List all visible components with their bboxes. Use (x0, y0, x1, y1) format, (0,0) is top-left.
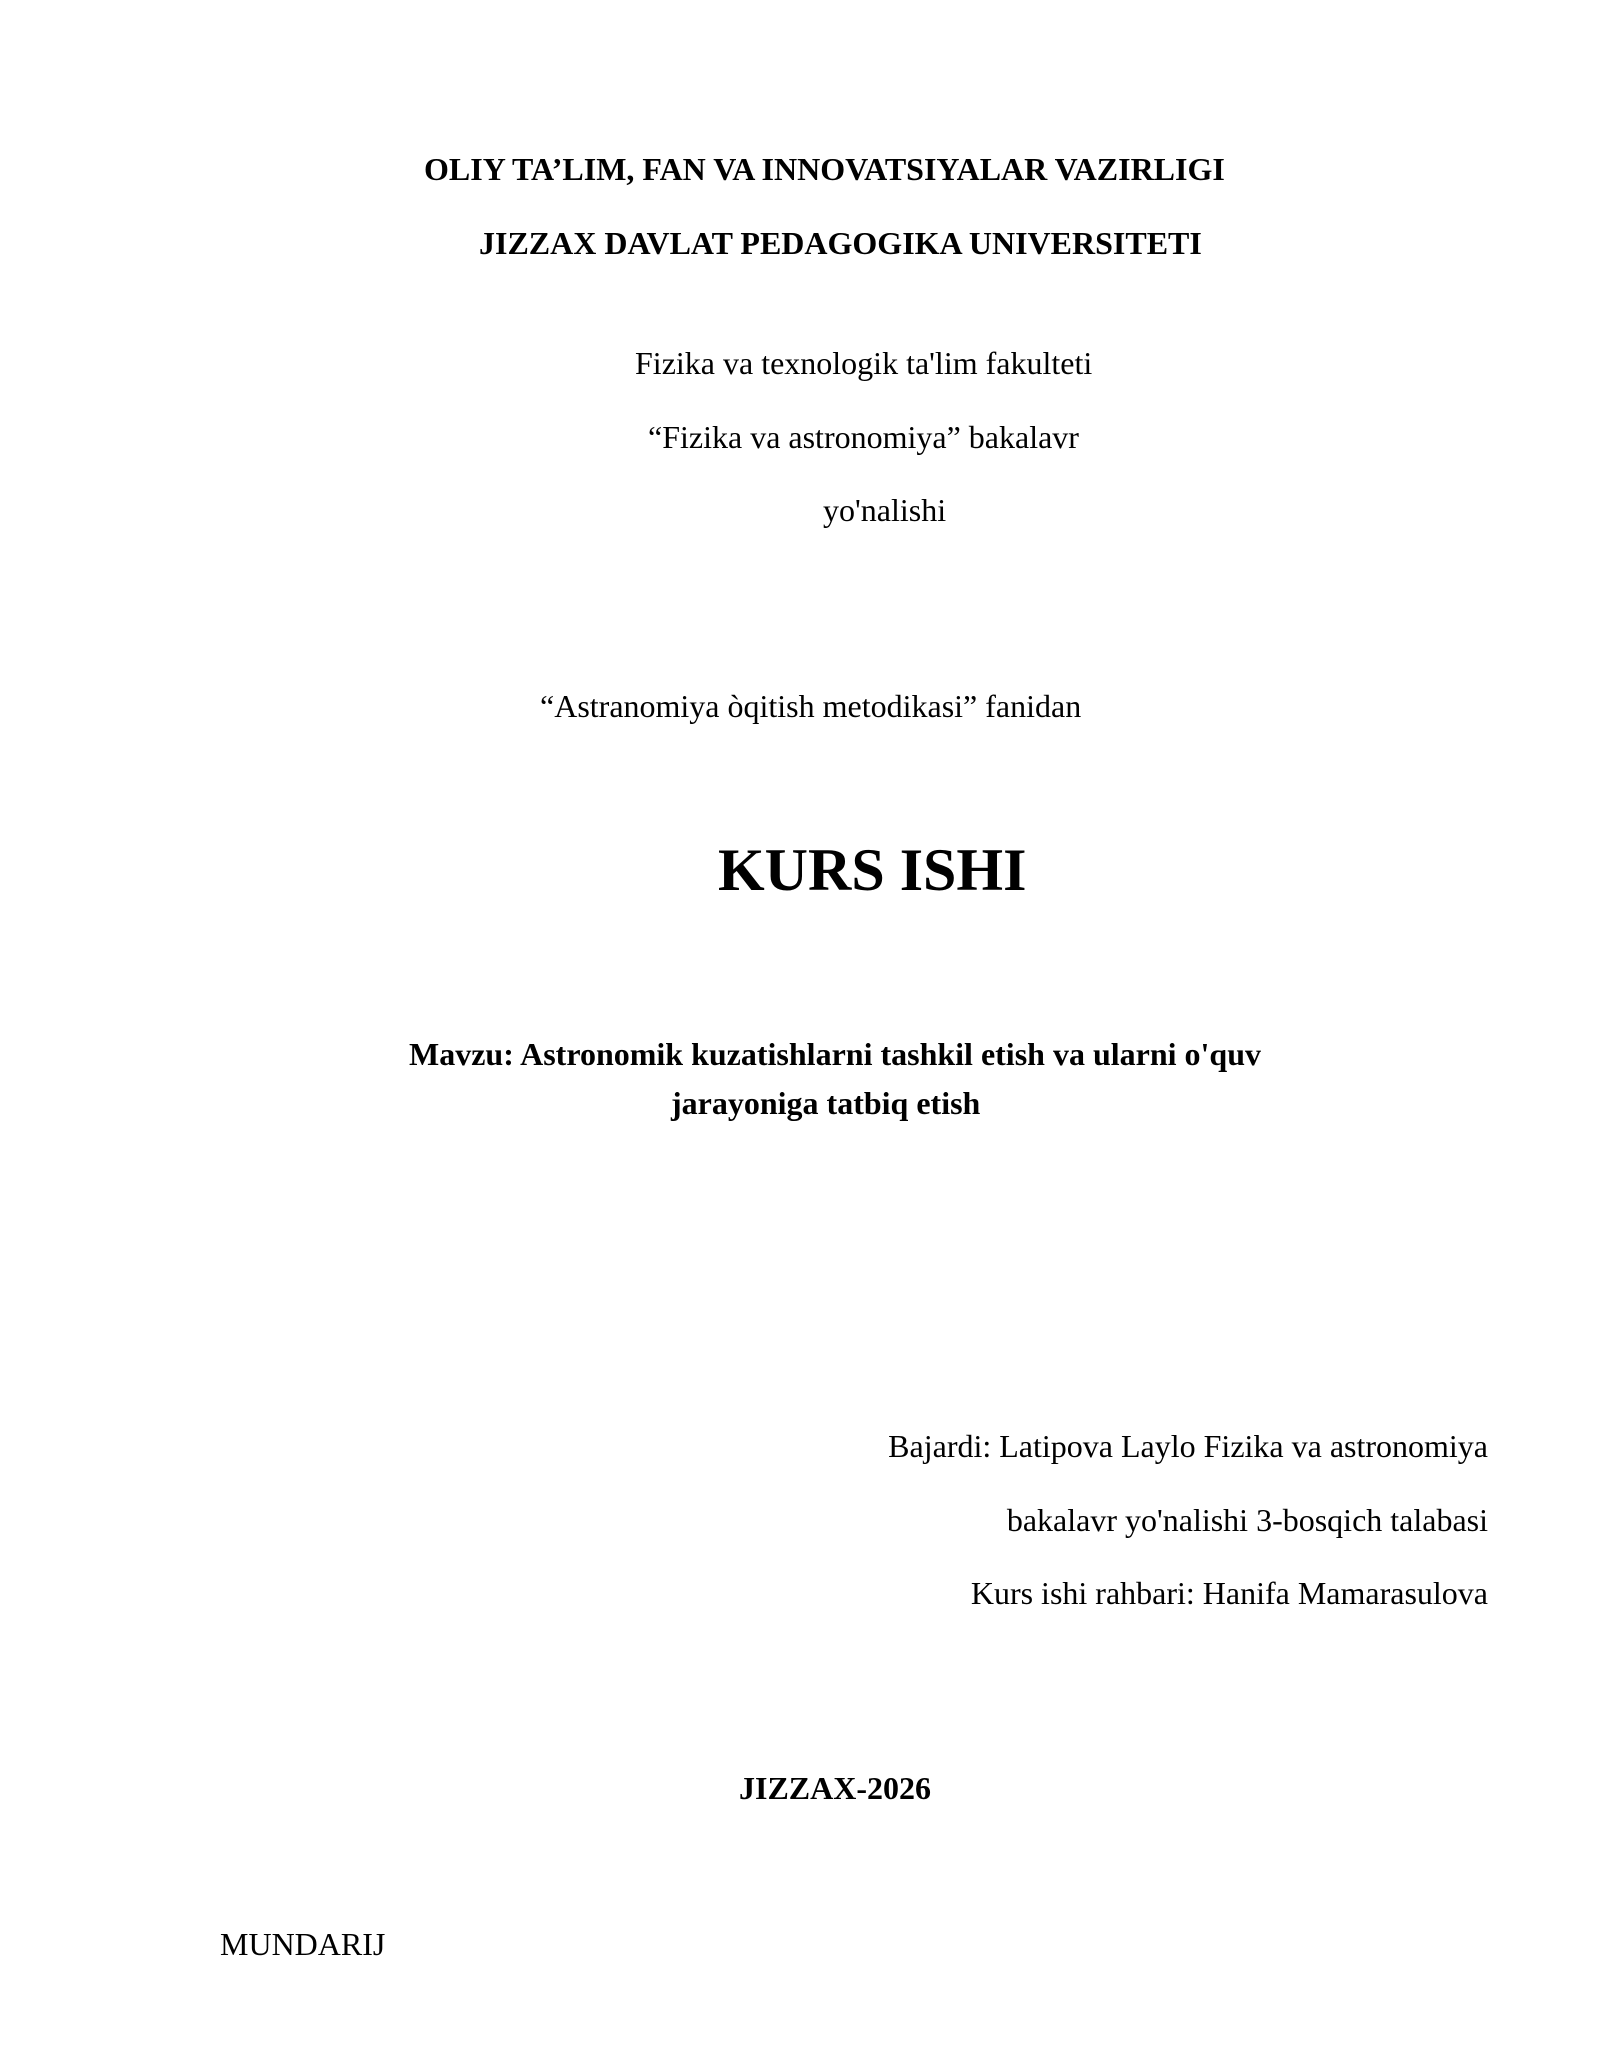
contents-heading: MUNDARIJ (220, 1926, 386, 1962)
university-heading: JIZZAX DAVLAT PEDAGOGIKA UNIVERSITETI (479, 225, 1202, 261)
ministry-heading: OLIY TA’LIM, FAN VA INNOVATSIYALAR VAZIRLIGI (424, 151, 1225, 187)
author-line-1: Bajardi: Latipova Laylo Fizika va astronomiya (888, 1428, 1488, 1464)
program-line-2: yo'nalishi (823, 492, 947, 528)
faculty-name: Fizika va texnologik ta'lim fakulteti (635, 345, 1093, 381)
city-year: JIZZAX-2026 (739, 1770, 932, 1806)
topic-line-2: jarayoniga tatbiq etish (671, 1085, 981, 1121)
document-type-title: KURS ISHI (718, 837, 1027, 903)
program-line-1: “Fizika va astronomiya” bakalavr (648, 419, 1079, 455)
author-line-2: bakalavr yo'nalishi 3-bosqich talabasi (1006, 1502, 1488, 1538)
supervisor-line: Kurs ishi rahbari: Hanifa Mamarasulova (970, 1575, 1488, 1611)
subject-line: “Astranomiya òqitish metodikasi” fanidan (540, 688, 1082, 724)
topic-line-1: Mavzu: Astronomik kuzatishlarni tashkil etish va ularni o'quv (409, 1036, 1261, 1072)
